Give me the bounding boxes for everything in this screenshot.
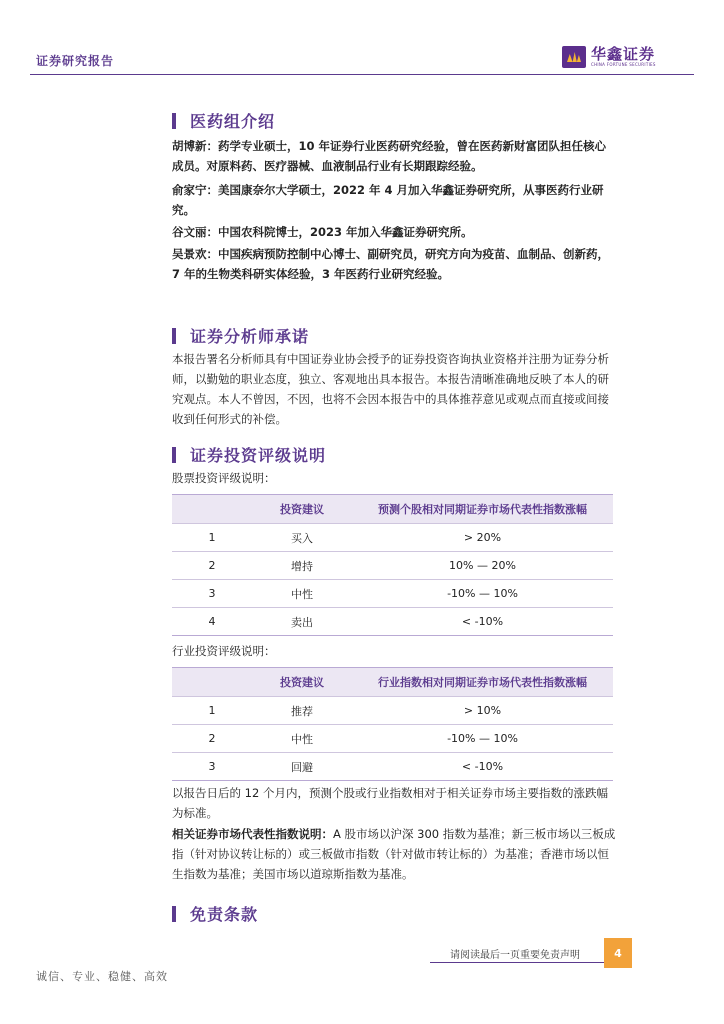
table-header-row: [172, 495, 613, 524]
index-description: [172, 824, 616, 884]
rating-heading-text: 证券投资评级说明: [190, 446, 327, 465]
table-cell: 3: [172, 580, 252, 608]
table-cell: > 10%: [352, 697, 613, 725]
report-type-label: 证券研究报告: [36, 54, 115, 68]
team-heading: [172, 109, 275, 132]
table-cell: -10% — 10%: [352, 725, 613, 753]
logo-name-en: CHINA FORTUNE SECURITIES: [591, 62, 656, 67]
member-bio-text: 美国康奈尔大学硕士，2022 年 4 月加入华鑫证券研究所，从事医药行业研究。: [172, 183, 604, 217]
member-name: 吴景欢：: [172, 247, 218, 261]
table-header-row: [172, 668, 613, 697]
table-cell: 10% — 20%: [352, 552, 613, 580]
logo-name-cn: 华鑫证券: [591, 45, 656, 63]
footer-divider: [430, 962, 616, 963]
table-cell: 3: [172, 753, 252, 781]
heading-bar: [172, 328, 176, 344]
table-header-cell: [172, 668, 252, 697]
table-row: [172, 725, 613, 753]
table-header-cell: [172, 495, 252, 524]
member-name: 谷文丽：: [172, 225, 218, 239]
benchmark-note: 以报告日后的 12 个月内，预测个股或行业指数相对于相关证券市场主要指数的涨跌幅为标准。: [172, 786, 608, 820]
index-description-label: 相关证券市场代表性指数说明：: [172, 827, 333, 841]
table-cell: < -10%: [352, 608, 613, 636]
page-number: 4: [604, 938, 632, 968]
logo-icon: [562, 46, 586, 68]
stock-rating-table: [172, 494, 613, 636]
footer-motto: 诚信、专业、稳健、高效: [36, 970, 168, 983]
member-bio: [172, 222, 616, 242]
member-bio-text: 中国农科院博士，2023 年加入华鑫证券研究所。: [218, 225, 473, 239]
member-name: 胡博新：: [172, 139, 218, 153]
table-header-cell: 投资建议: [252, 495, 352, 524]
member-bio: [172, 180, 616, 220]
member-bio-text: 药学专业硕士，10 年证券行业医药研究经验，曾在医药新财富团队担任核心成员。对原料药、医疗器械、血液制品行业有长期跟踪经验。: [172, 139, 607, 173]
table-cell: 增持: [252, 552, 352, 580]
member-bio: [172, 136, 616, 176]
disclaimer-heading-text: 免责条款: [190, 905, 259, 924]
company-logo: [562, 46, 656, 68]
table-row: [172, 608, 613, 636]
member-bio: [172, 244, 616, 284]
table-cell: -10% — 10%: [352, 580, 613, 608]
table-header-cell: 预测个股相对同期证券市场代表性指数涨幅: [352, 495, 613, 524]
heading-bar: [172, 113, 176, 129]
commitment-text: 本报告署名分析师具有中国证券业协会授予的证券投资咨询执业资格并注册为证券分析师，以勤勉的职业态度，独立、客观地出具本报告。本报告清晰准确地反映了本人的研究观点。本人不曾因，不因，也将不会因本报告中的具体推荐意见或观点而直接或间接收到任何形式的补偿。: [172, 352, 609, 426]
table-header-cell: 投资建议: [252, 668, 352, 697]
table-cell: 买入: [252, 524, 352, 552]
table-cell: 中性: [252, 580, 352, 608]
table-cell: 2: [172, 725, 252, 753]
commitment-heading-text: 证券分析师承诺: [190, 327, 310, 346]
table-row: [172, 753, 613, 781]
stock-rating-intro: 股票投资评级说明：: [172, 471, 276, 485]
table-cell: < -10%: [352, 753, 613, 781]
heading-bar: [172, 906, 176, 922]
table-cell: 4: [172, 608, 252, 636]
heading-bar: [172, 447, 176, 463]
table-row: [172, 580, 613, 608]
industry-rating-table: [172, 667, 613, 781]
table-header-cell: 行业指数相对同期证券市场代表性指数涨幅: [352, 668, 613, 697]
table-row: [172, 552, 613, 580]
team-heading-text: 医药组介绍: [190, 112, 276, 131]
table-cell: 1: [172, 524, 252, 552]
disclaimer-heading: [172, 902, 258, 925]
table-row: [172, 524, 613, 552]
member-name: 俞家宁：: [172, 183, 218, 197]
table-cell: 中性: [252, 725, 352, 753]
table-cell: 2: [172, 552, 252, 580]
header-divider: [30, 74, 694, 75]
table-row: [172, 697, 613, 725]
rating-heading: [172, 443, 326, 466]
industry-rating-intro: 行业投资评级说明：: [172, 644, 276, 658]
table-cell: 1: [172, 697, 252, 725]
member-bio-text: 中国疾病预防控制中心博士、副研究员，研究方向为疫苗、血制品、创新药，7 年的生物类科研实体经验，3 年医药行业研究经验。: [172, 247, 609, 281]
table-cell: 回避: [252, 753, 352, 781]
table-cell: > 20%: [352, 524, 613, 552]
index-description-text: A 股市场以沪深 300 指数为基准；新三板市场以三板成指（针对协议转让标的）或三板做市指数（针对做市转让标的）为基准；香港市场以恒生指数为基准；美国市场以道琼斯指数为基准。: [172, 827, 616, 881]
table-cell: 卖出: [252, 608, 352, 636]
footer-disclaimer-note: 请阅读最后一页重要免责声明: [450, 950, 580, 961]
commitment-heading: [172, 324, 309, 347]
table-cell: 推荐: [252, 697, 352, 725]
